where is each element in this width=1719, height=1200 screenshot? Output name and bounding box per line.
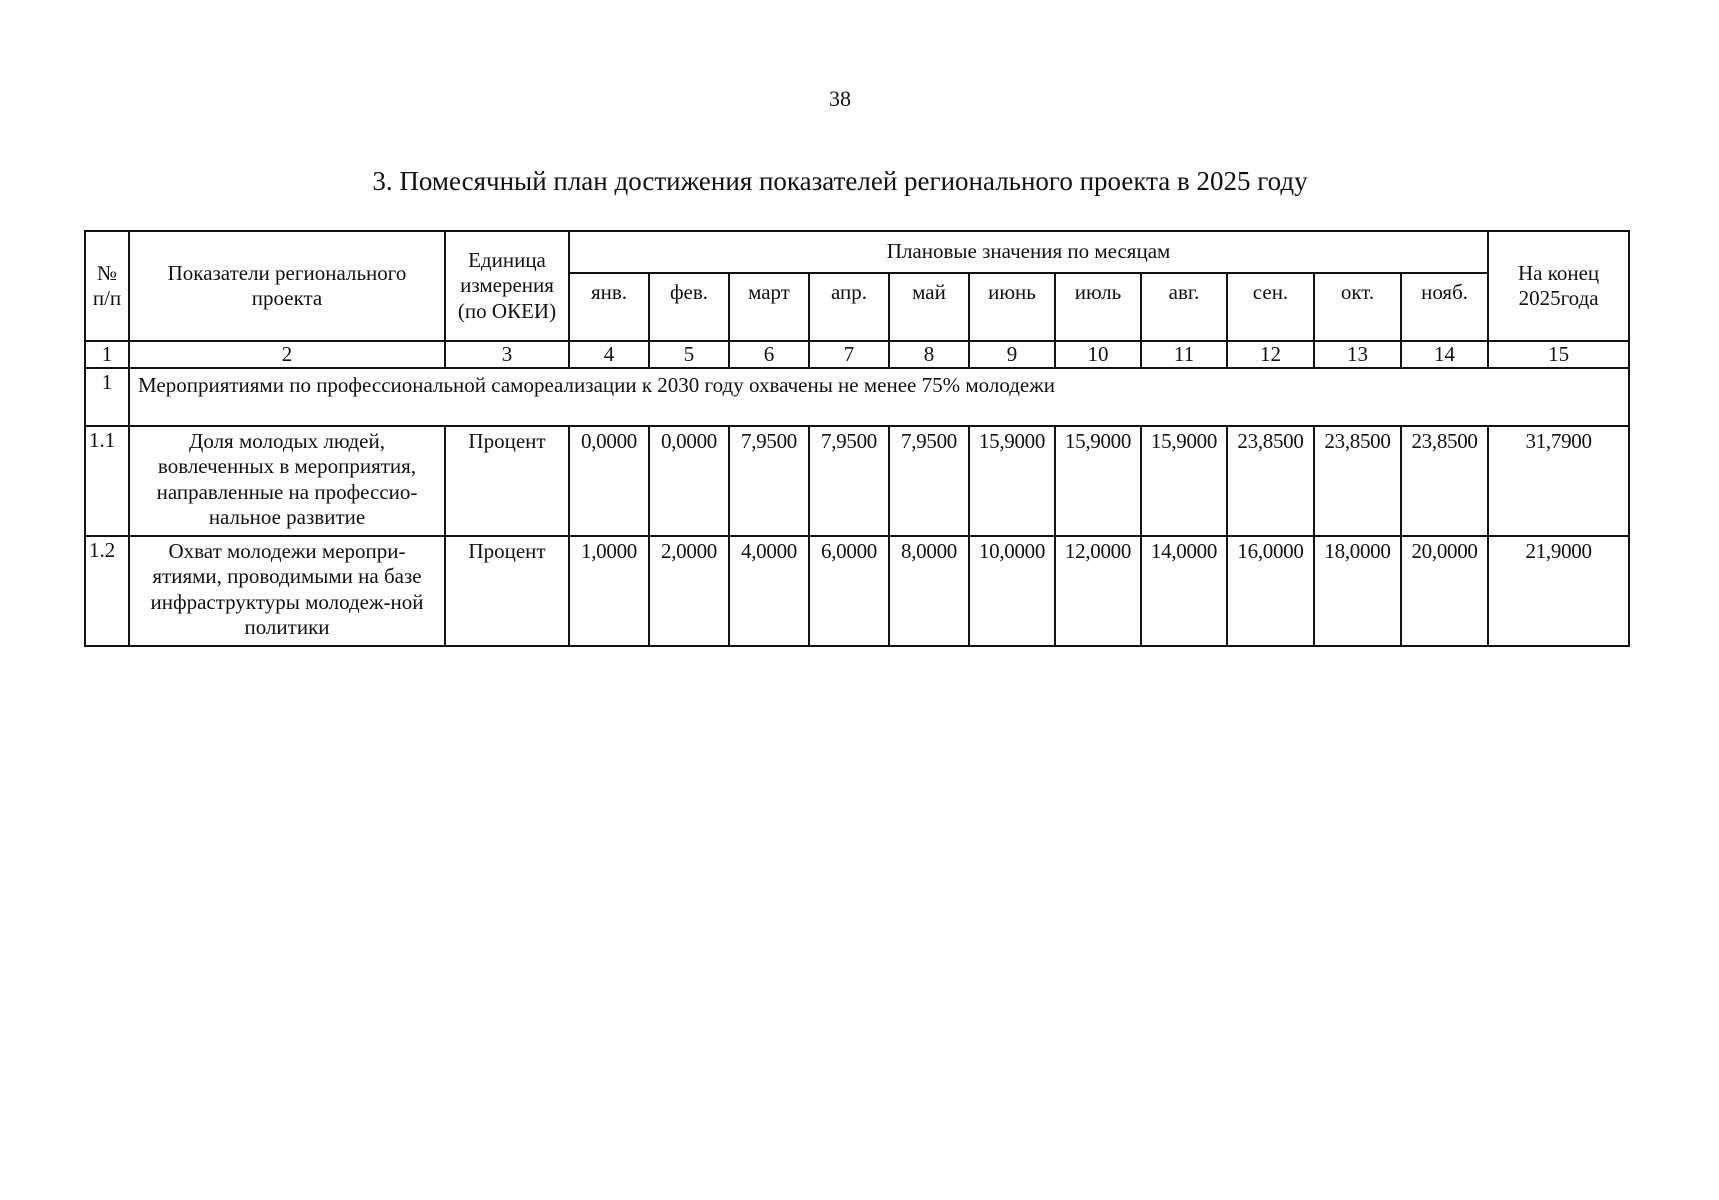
row-value: 23,8500 bbox=[1401, 426, 1488, 536]
row-value: 23,8500 bbox=[1227, 426, 1314, 536]
column-number: 6 bbox=[729, 341, 809, 368]
header-plan-group: Плановые значения по месяцам bbox=[569, 231, 1488, 273]
header-month: фев. bbox=[649, 273, 729, 341]
header-end-value: На конец 2025года bbox=[1488, 231, 1629, 341]
table-row bbox=[85, 426, 1629, 536]
row-value: 2,0000 bbox=[649, 536, 729, 646]
row-value: 0,0000 bbox=[569, 426, 649, 536]
row-value: 14,0000 bbox=[1141, 536, 1227, 646]
row-unit: Процент bbox=[445, 426, 569, 536]
column-number: 2 bbox=[129, 341, 445, 368]
column-number: 9 bbox=[969, 341, 1055, 368]
row-value: 6,0000 bbox=[809, 536, 889, 646]
column-number: 5 bbox=[649, 341, 729, 368]
row-value: 10,0000 bbox=[969, 536, 1055, 646]
column-number: 14 bbox=[1401, 341, 1488, 368]
header-indicator: Показатели регионального проекта bbox=[129, 231, 445, 341]
row-value: 15,9000 bbox=[1055, 426, 1141, 536]
column-number: 8 bbox=[889, 341, 969, 368]
header-month: авг. bbox=[1141, 273, 1227, 341]
header-month: сен. bbox=[1227, 273, 1314, 341]
row-indicator: Доля молодых людей, вовлеченных в мероприятия, направленные на профессио-нальное развитие bbox=[129, 426, 445, 536]
column-number: 10 bbox=[1055, 341, 1141, 368]
goal-row bbox=[85, 368, 1629, 426]
header-month: нояб. bbox=[1401, 273, 1488, 341]
goal-num: 1 bbox=[85, 368, 129, 426]
column-number: 7 bbox=[809, 341, 889, 368]
header-month: март bbox=[729, 273, 809, 341]
row-value: 16,0000 bbox=[1227, 536, 1314, 646]
row-end-value: 31,7900 bbox=[1488, 426, 1629, 536]
row-value: 18,0000 bbox=[1314, 536, 1401, 646]
column-number: 15 bbox=[1488, 341, 1629, 368]
column-number: 11 bbox=[1141, 341, 1227, 368]
header-month: июль bbox=[1055, 273, 1141, 341]
row-value: 0,0000 bbox=[649, 426, 729, 536]
row-value: 12,0000 bbox=[1055, 536, 1141, 646]
row-value: 1,0000 bbox=[569, 536, 649, 646]
row-value: 7,9500 bbox=[809, 426, 889, 536]
column-number: 1 bbox=[85, 341, 129, 368]
row-indicator: Охват молодежи меропри-ятиями, проводимыми на базе инфраструктуры молодеж-ной политики bbox=[129, 536, 445, 646]
row-value: 20,0000 bbox=[1401, 536, 1488, 646]
row-value: 15,9000 bbox=[1141, 426, 1227, 536]
row-value: 15,9000 bbox=[969, 426, 1055, 536]
header-month: апр. bbox=[809, 273, 889, 341]
column-numbers-row bbox=[85, 341, 1629, 368]
header-month: окт. bbox=[1314, 273, 1401, 341]
column-number: 13 bbox=[1314, 341, 1401, 368]
row-unit: Процент bbox=[445, 536, 569, 646]
table-row bbox=[85, 536, 1629, 646]
header-row bbox=[85, 231, 1629, 273]
header-month: янв. bbox=[569, 273, 649, 341]
row-value: 8,0000 bbox=[889, 536, 969, 646]
row-value: 7,9500 bbox=[889, 426, 969, 536]
column-number: 4 bbox=[569, 341, 649, 368]
row-num: 1.1 bbox=[85, 426, 129, 536]
row-value: 7,9500 bbox=[729, 426, 809, 536]
page-number: 38 bbox=[829, 86, 851, 111]
column-number: 12 bbox=[1227, 341, 1314, 368]
row-value: 4,0000 bbox=[729, 536, 809, 646]
monthly-plan-table bbox=[84, 230, 1630, 647]
header-month: май bbox=[889, 273, 969, 341]
header-num: № п/п bbox=[85, 231, 129, 341]
row-end-value: 21,9000 bbox=[1488, 536, 1629, 646]
row-num: 1.2 bbox=[85, 536, 129, 646]
goal-text: Мероприятиями по профессиональной самореализации к 2030 году охвачены не менее 75% молодежи bbox=[129, 368, 1629, 426]
row-value: 23,8500 bbox=[1314, 426, 1401, 536]
header-month: июнь bbox=[969, 273, 1055, 341]
document-title: 3. Помесячный план достижения показателей регионального проекта в 2025 году bbox=[372, 166, 1308, 196]
header-unit: Единица измерения (по ОКЕИ) bbox=[445, 231, 569, 341]
column-number: 3 bbox=[445, 341, 569, 368]
